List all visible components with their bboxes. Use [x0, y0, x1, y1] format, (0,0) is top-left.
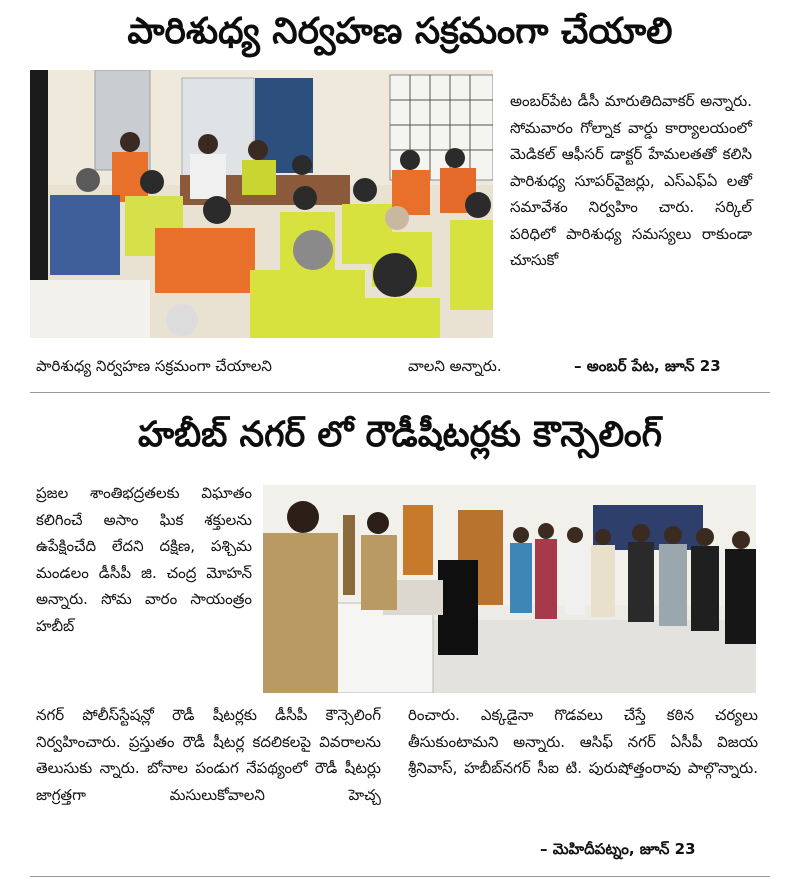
story2-photo-counselling — [263, 485, 756, 693]
story1-dateline: – అంబర్ పేట, జూన్ 23 — [574, 357, 721, 375]
story1-headline: పారిశుధ్య నిర్వహణ సక్రమంగా చేయాలి — [127, 11, 673, 52]
story1-body-end: వాలని అన్నారు. — [408, 357, 502, 375]
story2-body-right: రించారు. ఎక్కడైనా గొడవలు చేస్తే కఠిన చర్యలు తీసుకుంటామని అన్నారు. ఆసిఫ్ నగర్ ఏసీపీ విజయ శ్రీనివాస్, హబీబ్‌నగర్ సీఐ టి. పురుషోత్తంరావు పాల్గొన్నారు. — [408, 706, 758, 777]
story2-body-top: ప్రజల శాంతిభద్రతలకు విఘాతం కలిగించే అసాం ఘిక శక్తులను ఉపేక్షించేది లేదని దక్షిణ, పశ్చిమ మండలం డీసీపీ జి. చంద్ర మోహన్ అన్నారు. సోమ వారం సాయంత్రం హబీబ్ — [36, 484, 252, 635]
bottom-rule — [30, 876, 770, 877]
story-divider — [30, 392, 770, 393]
story1-photo-meeting — [30, 70, 493, 338]
story2-body-left: నగర్ పోలీస్‌స్టేషన్లో రౌడీ షీటర్లకు డీసీపీ కౌన్సెలింగ్ నిర్వహించారు. ప్రస్తుతం రౌడీ షీటర్ల కదలికలపై వివరాలను తెలుసుకు న్నారు. బోనాల పండుగ నేపథ్యంలో రౌడీ షీటర్లు జాగ్రత్తగా మసులుకోవాలని హెచ్చ — [36, 706, 381, 804]
story2-dateline: – మెహిదీపట్నం, జూన్ 23 — [540, 840, 696, 858]
story1-photo-caption: పారిశుధ్య నిర్వహణ సక్రమంగా చేయాలని — [36, 357, 272, 375]
story2-headline: హబీబ్ నగర్ లో రౌడీషీటర్లకు కౌన్సెలింగ్ — [137, 415, 663, 455]
story1-body: అంబర్‌పేట డీసీ మారుతిదివాకర్ అన్నారు. సోమవారం గోల్నాక వార్డు కార్యాలయంలో మెడికల్ ఆఫీసర్ డాక్టర్ హేమలతతో కలిసి పారిశుధ్య సూపర్‌వైజర్లు, ఎస్ఎఫ్ఏ లతో సమావేశం నిర్వహిం చారు. సర్కిల్ పరిధిలో పారిశుధ్య సమస్యలు రాకుండా చూసుకో — [510, 92, 752, 269]
